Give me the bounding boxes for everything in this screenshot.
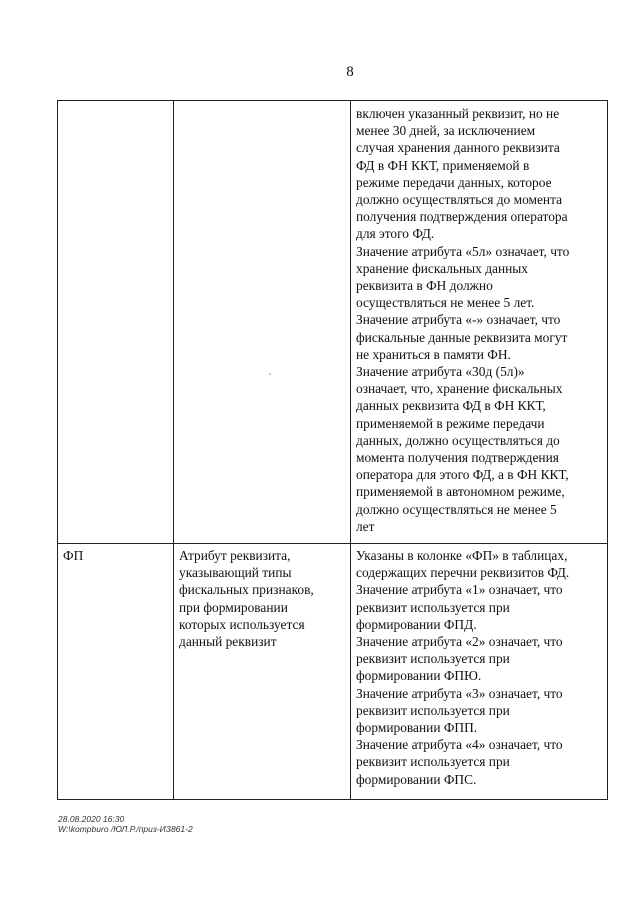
attribute-description-cell: [174, 101, 351, 544]
scan-speck: [269, 373, 271, 375]
footer-timestamp: 28.08.2020 16:30: [58, 814, 125, 824]
attribute-name-cell: ФП: [58, 544, 174, 800]
attribute-values-cell: Указаны в колонке «ФП» в таблицах, содержащих перечни реквизитов ФД. Значение атрибута «1» означает, что реквизит используется при формировании ФПД. Значение атрибута «2» означает, что реквизит используется при формировании ФПЮ. Значение атрибута «3» означает, что реквизит используется при формировании ФПП. Значение атрибута «4» означает, что реквизит используется при формировании ФПС.: [351, 544, 608, 800]
footer-file-path: W:\kompburo /ЮЛ.Р./приз-ИЗ861-2: [58, 824, 193, 834]
attribute-values-cell: включен указанный реквизит, но не менее 30 дней, за исключением случая хранения данного реквизита ФД в ФН ККТ, применяемой в режиме передачи данных, которое должно осуществляться до момента получения подтверждения оператора для этого ФД. Значение атрибута «5л» означает, что хранение фискальных данных реквизита в ФН должно осуществляться не менее 5 лет. Значение атрибута «-» означает, что фискальные данные реквизита могут не храниться в памяти ФН. Значение атрибута «30д (5л)» означает, что, хранение фискальных данных реквизита ФД в ФН ККТ, применяемой в режиме передачи данных, должно осуществляться до момента получения подтверждения оператора для этого ФД, а в ФН ККТ, применяемой в автономном режиме, должно осуществляться не менее 5 лет: [351, 101, 608, 544]
page-number: 8: [346, 64, 354, 80]
attribute-name-cell: [58, 101, 174, 544]
document-footer: [58, 814, 193, 834]
attribute-description-cell: Атрибут реквизита, указывающий типы фискальных признаков, при формировании которых используется данный реквизит: [174, 544, 351, 800]
table-row: [58, 544, 608, 800]
table-row: [58, 101, 608, 544]
attribute-table: [57, 100, 608, 800]
